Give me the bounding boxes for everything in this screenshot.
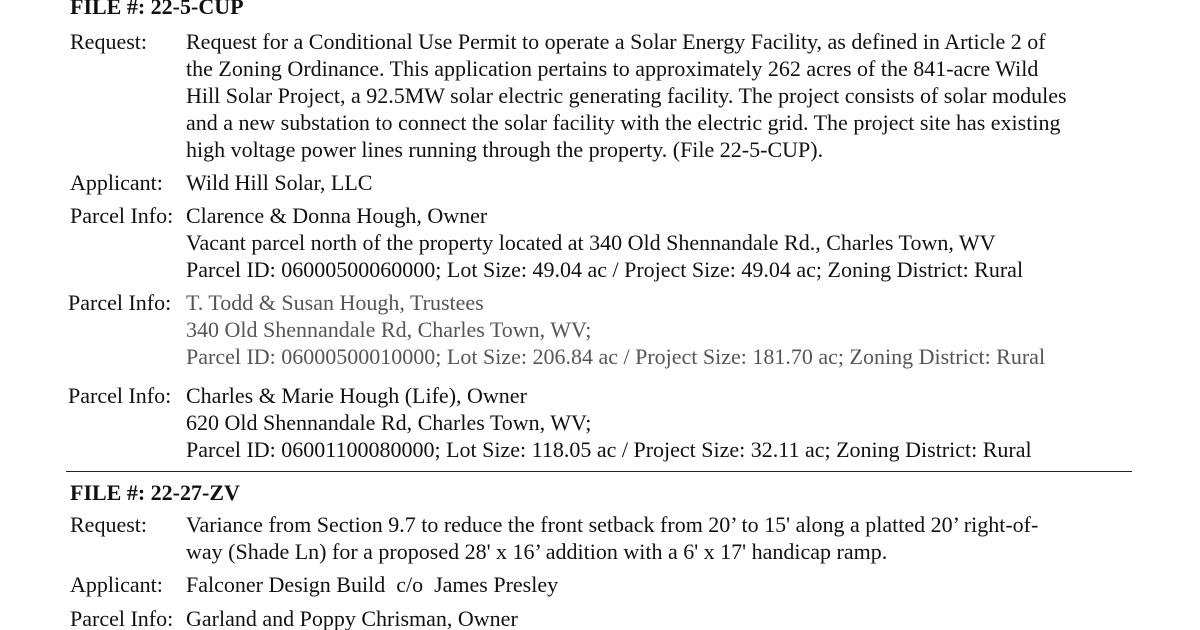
parcel-info-label: Parcel Info: bbox=[70, 203, 174, 228]
request-line: Request for a Conditional Use Permit to operate a Solar Energy Facility, as defined in Article 2 of bbox=[186, 29, 1046, 54]
request-line: Variance from Section 9.7 to reduce the front setback from 20’ to 15' along a platted 20’ right-of- bbox=[186, 512, 1039, 537]
parcel-owner: Clarence & Donna Hough, Owner bbox=[186, 203, 488, 228]
request-line: the Zoning Ordinance. This application pertains to approximately 262 acres of the 841-acre Wild bbox=[186, 56, 1039, 81]
parcel-details: Parcel ID: 06000500060000; Lot Size: 49.04 ac / Project Size: 49.04 ac; Zoning District: Rural bbox=[186, 257, 1024, 282]
parcel-owner: T. Todd & Susan Hough, Trustees bbox=[186, 290, 484, 315]
parcel-info-text bbox=[186, 289, 1146, 370]
parcel-info-label: Parcel Info: bbox=[68, 290, 172, 315]
request-text bbox=[186, 511, 1146, 565]
request-line: way (Shade Ln) for a proposed 28' x 16’ addition with a 6' x 17' handicap ramp. bbox=[186, 539, 888, 564]
parcel-details: Parcel ID: 06000500010000; Lot Size: 206.84 ac / Project Size: 181.70 ac; Zoning District: Rural bbox=[186, 344, 1046, 369]
parcel-address: 620 Old Shennandale Rd, Charles Town, WV; bbox=[186, 410, 592, 435]
applicant-name: Falconer Design Build c/o James Presley bbox=[186, 572, 559, 597]
request-label: Request: bbox=[70, 29, 147, 54]
request-text bbox=[186, 28, 1146, 163]
parcel-info-text bbox=[186, 202, 1146, 283]
request-label: Request: bbox=[70, 512, 147, 537]
request-line: Hill Solar Project, a 92.5MW solar electric generating facility. The project consists of solar modules bbox=[186, 83, 1067, 108]
parcel-info-text bbox=[186, 382, 1146, 463]
section-divider bbox=[66, 471, 1132, 472]
request-line: high voltage power lines running through the property. (File 22-5-CUP). bbox=[186, 137, 824, 162]
applicant-name: Wild Hill Solar, LLC bbox=[186, 170, 373, 195]
parcel-address: 340 Old Shennandale Rd, Charles Town, WV; bbox=[186, 317, 592, 342]
parcel-address: Vacant parcel north of the property located at 340 Old Shennandale Rd., Charles Town, WV bbox=[186, 230, 996, 255]
applicant-label: Applicant: bbox=[70, 572, 163, 597]
parcel-info-label: Parcel Info: bbox=[70, 606, 174, 630]
parcel-owner: Charles & Marie Hough (Life), Owner bbox=[186, 383, 527, 408]
parcel-info-text bbox=[186, 605, 1146, 630]
applicant-label: Applicant: bbox=[70, 170, 163, 195]
file-heading-22-5-cup: FILE #: 22-5-CUP bbox=[70, 0, 244, 19]
request-line: and a new substation to connect the solar facility with the electric grid. The project site has existing bbox=[186, 110, 1061, 135]
parcel-owner: Garland and Poppy Chrisman, Owner bbox=[186, 606, 518, 630]
applicant-value bbox=[186, 169, 1146, 196]
parcel-details: Parcel ID: 06001100080000; Lot Size: 118.05 ac / Project Size: 32.11 ac; Zoning District: Rural bbox=[186, 437, 1032, 462]
file-heading-22-27-zv: FILE #: 22-27-ZV bbox=[70, 480, 240, 505]
parcel-info-label: Parcel Info: bbox=[68, 383, 172, 408]
applicant-value bbox=[186, 571, 1146, 598]
